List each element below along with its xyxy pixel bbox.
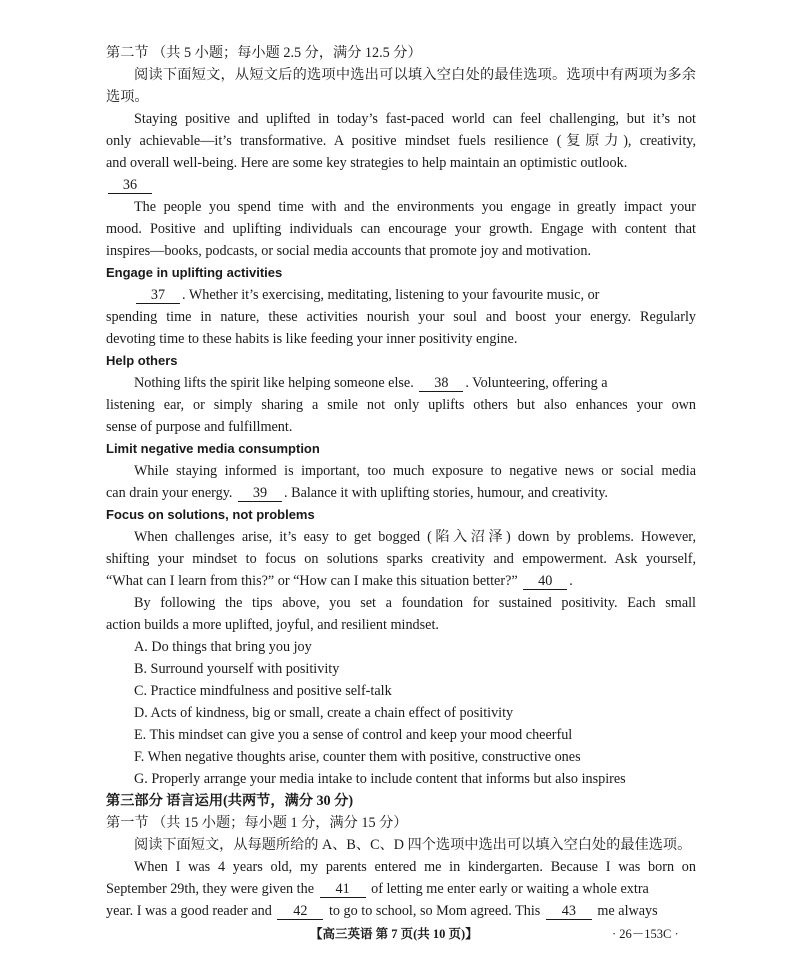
option-f[interactable]: F. When negative thoughts arise, counter them with positive, constructive ones: [134, 749, 581, 765]
passage-line: When I was 4 years old, my parents entered me in kindergarten. Because I was born on: [134, 859, 696, 875]
section-2-instruction-cont: 选项。: [106, 89, 149, 105]
blank-37[interactable]: 37: [136, 287, 180, 304]
part-3-header: 第三部分 语言运用(共两节，满分 30 分): [106, 793, 354, 809]
passage-line: The people you spend time with and the environments you engage in greatly impact your: [134, 199, 696, 215]
passage-text: can drain your energy.: [106, 485, 233, 501]
page-footer: [0, 924, 800, 944]
blank-36-line: [106, 174, 696, 196]
passage-text: year. I was a good reader and: [106, 903, 272, 919]
passage-text: .: [569, 573, 573, 589]
passage-line: spending time in nature, these activities nourish your soul and boost your energy. Regularly: [106, 309, 696, 325]
passage-line: action builds a more uplifted, joyful, and resilient mindset.: [106, 617, 439, 633]
footer-page-info: 【高三英语 第 7 页(共 10 页)】: [310, 927, 478, 941]
passage-line: [106, 900, 696, 922]
passage-line: shifting your mindset to focus on solutions sparks creativity and empowerment. Ask yourself,: [106, 551, 696, 567]
passage-text: me always: [597, 903, 658, 919]
passage-line: only achievable—it’s transformative. A positive mindset fuels resilience (复原力), creativity,: [106, 133, 696, 149]
passage-line: listening ear, or simply sharing a smile not only uplifts others but also enhances your own: [106, 397, 696, 413]
passage-line: devoting time to these habits is like feeding your inner positivity engine.: [106, 331, 518, 347]
option-d[interactable]: D. Acts of kindness, big or small, create a chain effect of positivity: [134, 705, 514, 721]
footer-exam-code: · 26－153C ·: [612, 927, 679, 941]
subheading-focus: Focus on solutions, not problems: [106, 507, 315, 522]
passage-line: [134, 372, 696, 394]
passage-text: . Volunteering, offering a: [465, 375, 608, 391]
passage-line: By following the tips above, you set a foundation for sustained positivity. Each small: [134, 595, 696, 611]
blank-40[interactable]: 40: [523, 573, 567, 590]
passage-text: . Whether it’s exercising, meditating, listening to your favourite music, or: [182, 287, 600, 303]
passage-text: to go to school, so Mom agreed. This: [328, 903, 541, 919]
passage-line: sense of purpose and fulfillment.: [106, 419, 293, 435]
passage-line: [134, 284, 696, 306]
passage-line: inspires—books, podcasts, or social media accounts that promote joy and motivation.: [106, 243, 592, 259]
blank-42[interactable]: 42: [277, 903, 323, 920]
passage-line: While staying informed is important, too much exposure to negative news or social media: [134, 463, 696, 479]
blank-38[interactable]: 38: [419, 375, 463, 392]
passage-text: “What can I learn from this?” or “How can I make this situation better?”: [106, 573, 518, 589]
subheading-help: Help others: [106, 353, 178, 368]
passage-line: and overall well-being. Here are some key strategies to help maintain an optimistic outlook.: [106, 155, 628, 171]
option-c[interactable]: C. Practice mindfulness and positive self-talk: [134, 683, 392, 699]
blank-39[interactable]: 39: [238, 485, 282, 502]
subheading-engage: Engage in uplifting activities: [106, 265, 283, 280]
subheading-limit: Limit negative media consumption: [106, 441, 320, 456]
passage-line: mood. Positive and uplifting individuals can encourage your growth. Engage with content that: [106, 221, 696, 237]
passage-text: of letting me enter early or waiting a whole extra: [371, 881, 649, 897]
blank-36[interactable]: 36: [108, 177, 152, 194]
passage-line: [106, 570, 696, 592]
option-b[interactable]: B. Surround yourself with positivity: [134, 661, 340, 677]
part-3-section-1-header: 第一节 （共 15 小题；每小题 1 分，满分 15 分）: [106, 815, 408, 831]
passage-text: Nothing lifts the spirit like helping someone else.: [134, 375, 414, 391]
section-2-header: 第二节 （共 5 小题；每小题 2.5 分，满分 12.5 分）: [106, 45, 422, 61]
passage-line: [106, 482, 696, 504]
blank-43[interactable]: 43: [546, 903, 592, 920]
passage-text: September 29th, they were given the: [106, 881, 315, 897]
section-2-instruction: 阅读下面短文，从短文后的选项中选出可以填入空白处的最佳选项。选项中有两项为多余: [134, 67, 696, 83]
option-e[interactable]: E. This mindset can give you a sense of control and keep your mood cheerful: [134, 727, 573, 743]
option-g[interactable]: G. Properly arrange your media intake to include content that informs but also inspires: [134, 771, 626, 787]
passage-line: Staying positive and uplifted in today’s fast-paced world can feel challenging, but it’s not: [134, 111, 696, 127]
passage-line: When challenges arise, it’s easy to get bogged (陷入沼泽) down by problems. However,: [134, 529, 696, 545]
part-3-instruction: 阅读下面短文，从每题所给的 A、B、C、D 四个选项中选出可以填入空白处的最佳选项。: [134, 837, 692, 853]
blank-41[interactable]: 41: [320, 881, 366, 898]
passage-line: [106, 878, 696, 900]
option-a[interactable]: A. Do things that bring you joy: [134, 639, 312, 655]
passage-text: . Balance it with uplifting stories, humour, and creativity.: [284, 485, 608, 501]
